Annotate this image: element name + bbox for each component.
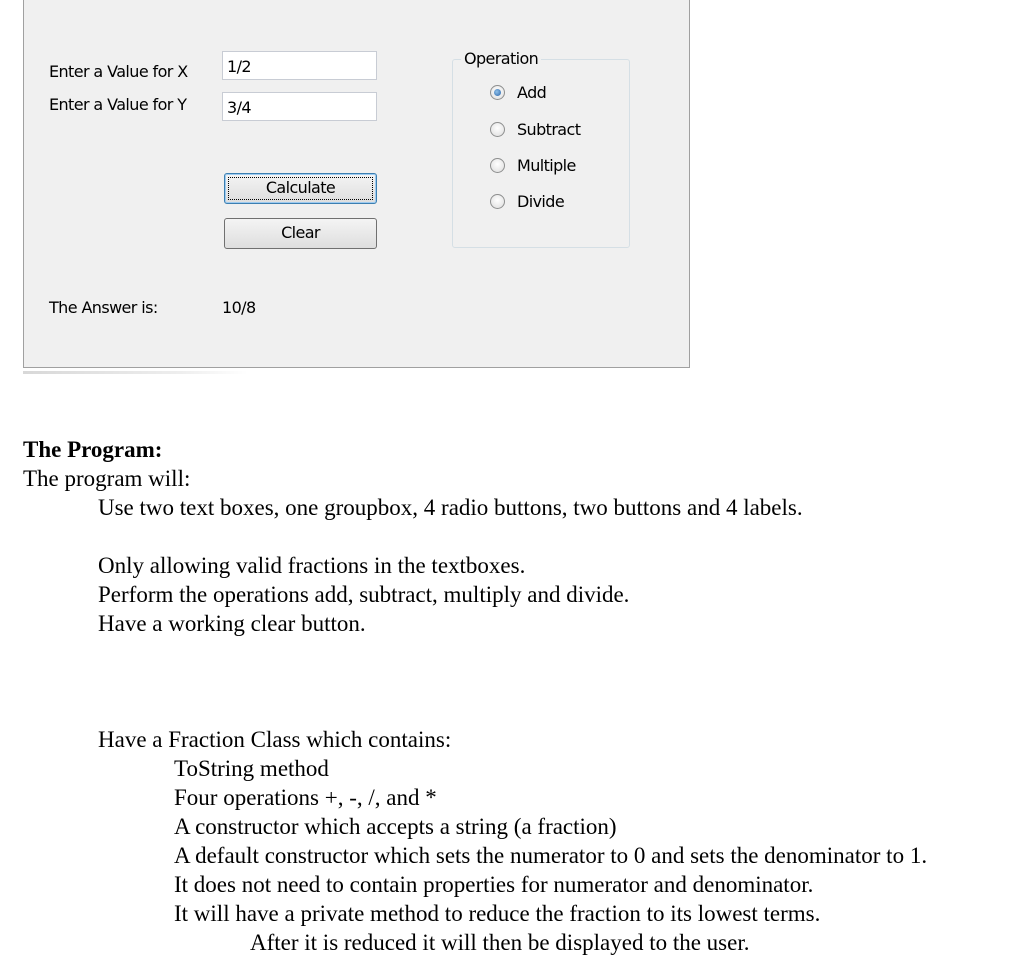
requirement-line: Have a working clear button. xyxy=(98,611,366,636)
class-item: A default constructor which sets the numerator to 0 and sets the denominator to 1. xyxy=(174,843,928,868)
fraction-class-heading: Have a Fraction Class which contains: xyxy=(98,727,452,752)
class-item: ToString method xyxy=(174,756,329,781)
radio-divide-indicator[interactable] xyxy=(490,194,505,209)
clear-button[interactable] xyxy=(224,218,377,249)
radio-subtract-indicator[interactable] xyxy=(490,122,505,137)
label-value-y: Enter a Value for Y xyxy=(49,95,187,114)
program-intro: The program will: xyxy=(23,466,191,491)
radio-multiple-indicator[interactable] xyxy=(490,158,505,173)
answer-value: 10/8 xyxy=(222,298,256,317)
program-heading: The Program: xyxy=(23,437,163,462)
class-item: It will have a private method to reduce the fraction to its lowest terms. xyxy=(174,901,821,926)
radio-divide[interactable] xyxy=(490,190,564,212)
radio-divide-label: Divide xyxy=(517,191,565,211)
label-answer: The Answer is: xyxy=(49,298,158,317)
class-sub-item: After it is reduced it will then be displayed to the user. xyxy=(250,930,750,955)
calculate-button-label: Calculate xyxy=(265,178,336,197)
class-item: A constructor which accepts a string (a fraction) xyxy=(174,814,617,839)
radio-add[interactable] xyxy=(490,81,546,103)
radio-add-indicator[interactable] xyxy=(490,85,505,100)
fraction-calculator-form xyxy=(23,0,690,368)
class-item: Four operations +, -, /, and * xyxy=(174,785,437,810)
requirement-line: Only allowing valid fractions in the textboxes. xyxy=(98,553,526,578)
operation-group-title: Operation xyxy=(461,49,541,68)
radio-multiple[interactable] xyxy=(490,154,576,176)
radio-add-label: Add xyxy=(517,82,547,102)
input-value-x[interactable]: 1/2 xyxy=(222,51,377,80)
clear-button-label: Clear xyxy=(281,223,320,242)
radio-subtract-label: Subtract xyxy=(517,119,581,139)
radio-multiple-label: Multiple xyxy=(517,155,576,175)
requirement-line: Use two text boxes, one groupbox, 4 radio buttons, two buttons and 4 labels. xyxy=(98,495,803,520)
calculate-button[interactable] xyxy=(224,173,377,204)
requirement-line: Perform the operations add, subtract, multiply and divide. xyxy=(98,582,630,607)
input-value-y[interactable]: 3/4 xyxy=(222,92,377,121)
radio-subtract[interactable] xyxy=(490,118,580,140)
class-item: It does not need to contain properties for numerator and denominator. xyxy=(174,872,814,897)
label-value-x: Enter a Value for X xyxy=(49,62,188,81)
window-shadow xyxy=(23,371,248,374)
focus-rectangle xyxy=(228,177,373,200)
